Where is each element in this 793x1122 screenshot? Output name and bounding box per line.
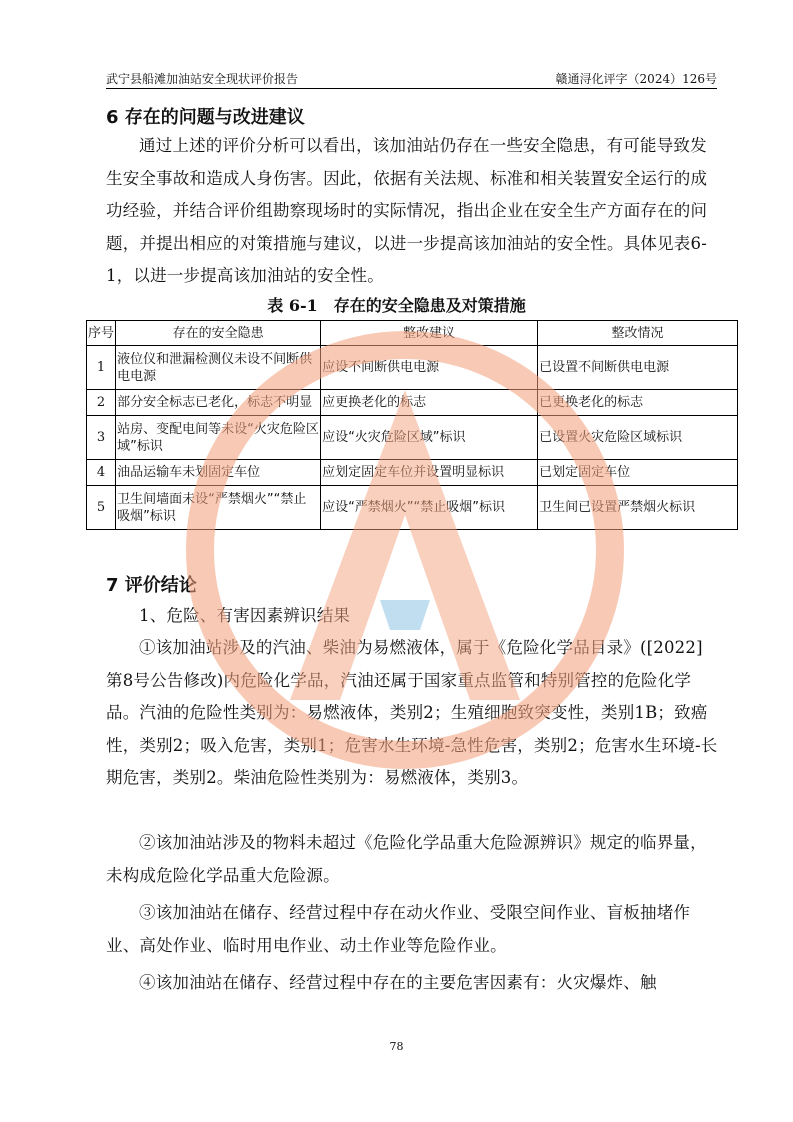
hazard-table xyxy=(86,320,738,530)
row-hazard: 卫生间墙面未设“严禁烟火”“禁止吸烟”标识 xyxy=(116,486,321,530)
row-status: 已设置火灾危险区域标识 xyxy=(538,416,738,460)
conclusion-item-4: ④该加油站在储存、经营过程中存在的主要危害因素有：火灾爆炸、触 xyxy=(139,973,657,992)
header-suggestion: 整改建议 xyxy=(321,321,538,346)
section-7-subtitle: 1、危险、有害因素辨识结果 xyxy=(139,606,351,625)
row-suggestion: 应设“火灾危险区域”标识 xyxy=(321,416,538,460)
row-number: 5 xyxy=(87,486,116,530)
header-status: 整改情况 xyxy=(538,321,738,346)
report-number: 赣通浔化评字（2024）126号 xyxy=(555,72,717,86)
conclusion-item-3: ③该加油站在储存、经营过程中存在动火作业、受限空间作业、盲板抽堵作业、高处作业、临时用电作业、动土作业等危险作业。 xyxy=(106,903,691,955)
row-suggestion: 应划定固定车位并设置明显标识 xyxy=(321,460,538,486)
row-hazard: 站房、变配电间等未设“火灾危险区域”标识 xyxy=(116,416,321,460)
row-suggestion: 应设“严禁烟火”“禁止吸烟”标识 xyxy=(321,486,538,530)
table-header-row xyxy=(87,321,738,346)
row-status: 卫生间已设置严禁烟火标识 xyxy=(538,486,738,530)
table-caption: 表 6-1 存在的安全隐患及对策措施 xyxy=(267,296,526,315)
header-hazard: 存在的安全隐患 xyxy=(116,321,321,346)
row-suggestion: 应设不间断供电电源 xyxy=(321,346,538,390)
row-number: 4 xyxy=(87,460,116,486)
row-number: 1 xyxy=(87,346,116,390)
table-row xyxy=(87,346,738,390)
section-7-title: 7 评价结论 xyxy=(106,575,197,596)
row-status: 已更换老化的标志 xyxy=(538,390,738,416)
section-6-paragraph: 通过上述的评价分析可以看出，该加油站仍存在一些安全隐患，有可能导致发生安全事故和造成人身伤害。因此，依据有关法规、标准和相关装置安全运行的成功经验，并结合评价组勘察现场时的实际情况，指出企业在安全生产方面存在的问题，并提出相应的对策措施与建议，以进一步提高该加油站的安全性。具体见表6-1，以进一步提高该加油站的安全性。 xyxy=(106,136,708,285)
row-suggestion: 应更换老化的标志 xyxy=(321,390,538,416)
table-row xyxy=(87,390,738,416)
row-number: 3 xyxy=(87,416,116,460)
row-status: 已设置不间断供电电源 xyxy=(538,346,738,390)
conclusion-item-2: ②该加油站涉及的物料未超过《危险化学品重大危险源辨识》规定的临界量，未构成危险化学品重大危险源。 xyxy=(106,833,707,885)
section-6-title: 6 存在的问题与改进建议 xyxy=(106,107,305,128)
page-header xyxy=(106,68,717,89)
conclusion-item-1: ①该加油站涉及的汽油、柴油为易燃液体，属于《危险化学品目录》([2022]第8号公告修改)内危险化学品，汽油还属于国家重点监管和特别管控的危险化学品。汽油的危险性类别为：易燃液体，类别2；生殖细胞致突变性，类别1B；致癌性，类别2；吸入危害，类别1；危害水生环境-急性危害，类别2；危害水生环境-长期危害，类别2。柴油危险性类别为：易燃液体，类别3。 xyxy=(106,638,718,787)
row-hazard: 部分安全标志已老化，标志不明显 xyxy=(116,390,321,416)
row-number: 2 xyxy=(87,390,116,416)
table-row xyxy=(87,486,738,530)
table-row xyxy=(87,416,738,460)
table-row xyxy=(87,460,738,486)
page-number: 78 xyxy=(389,1040,404,1053)
report-title: 武宁县船滩加油站安全现状评价报告 xyxy=(106,72,299,86)
row-status: 已划定固定车位 xyxy=(538,460,738,486)
header-number: 序号 xyxy=(87,321,116,346)
row-hazard: 液位仪和泄漏检测仪未设不间断供电电源 xyxy=(116,346,321,390)
row-hazard: 油品运输车未划固定车位 xyxy=(116,460,321,486)
